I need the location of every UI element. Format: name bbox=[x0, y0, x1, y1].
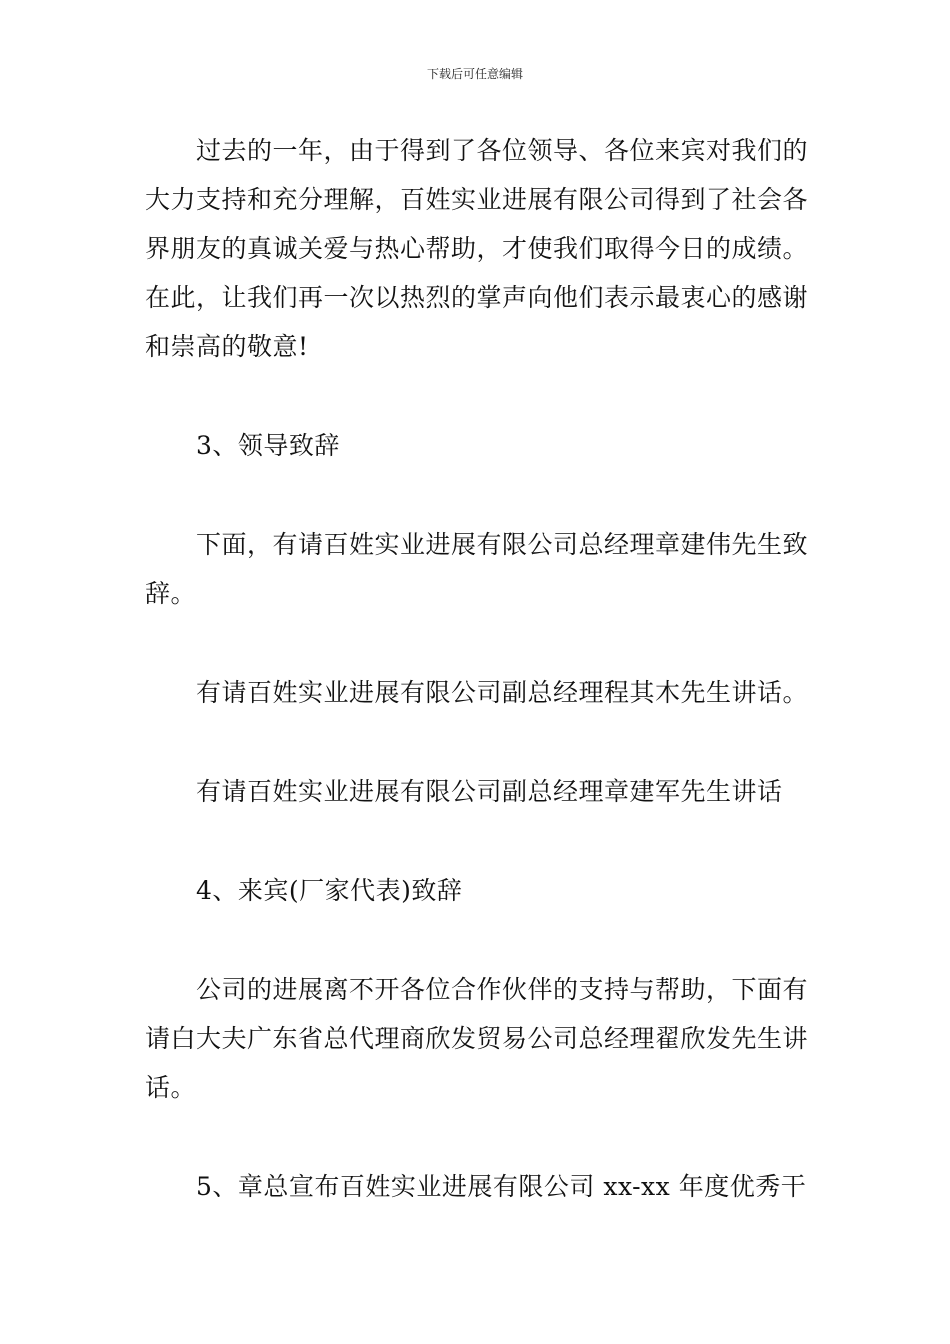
page-header-note: 下载后可任意编辑 bbox=[426, 67, 523, 81]
paragraph-invite-deputy-manager-2: 有请百姓实业进展有限公司副总经理章建军先生讲话 bbox=[196, 777, 783, 806]
document-body bbox=[145, 126, 810, 1211]
paragraph-thanks: 过去的一年，由于得到了各位领导、各位来宾对我们的大力支持和充分理解，百姓实业进展有限公司得到了社会各界朋友的真诚关爱与热心帮助，才使我们取得今日的成绩。在此，让我们再一次以热烈的掌声向他们表示最衷心的感谢和崇高的敬意! bbox=[145, 136, 809, 361]
section-heading-leader-speech: 3、领导致辞 bbox=[196, 431, 340, 460]
section-heading-award-announcement: 5、章总宣布百姓实业进展有限公司 xx-xx 年度优秀干 bbox=[196, 1172, 807, 1201]
paragraph-invite-general-manager: 下面，有请百姓实业进展有限公司总经理章建伟先生致辞。 bbox=[145, 530, 809, 608]
paragraph-invite-deputy-manager-1: 有请百姓实业进展有限公司副总经理程其木先生讲话。 bbox=[196, 678, 809, 707]
section-heading-guest-speech: 4、来宾(厂家代表)致辞 bbox=[196, 876, 463, 905]
paragraph-invite-partner: 公司的进展离不开各位合作伙伴的支持与帮助，下面有请白大夫广东省总代理商欣发贸易公司总经理翟欣发先生讲话。 bbox=[145, 975, 809, 1102]
